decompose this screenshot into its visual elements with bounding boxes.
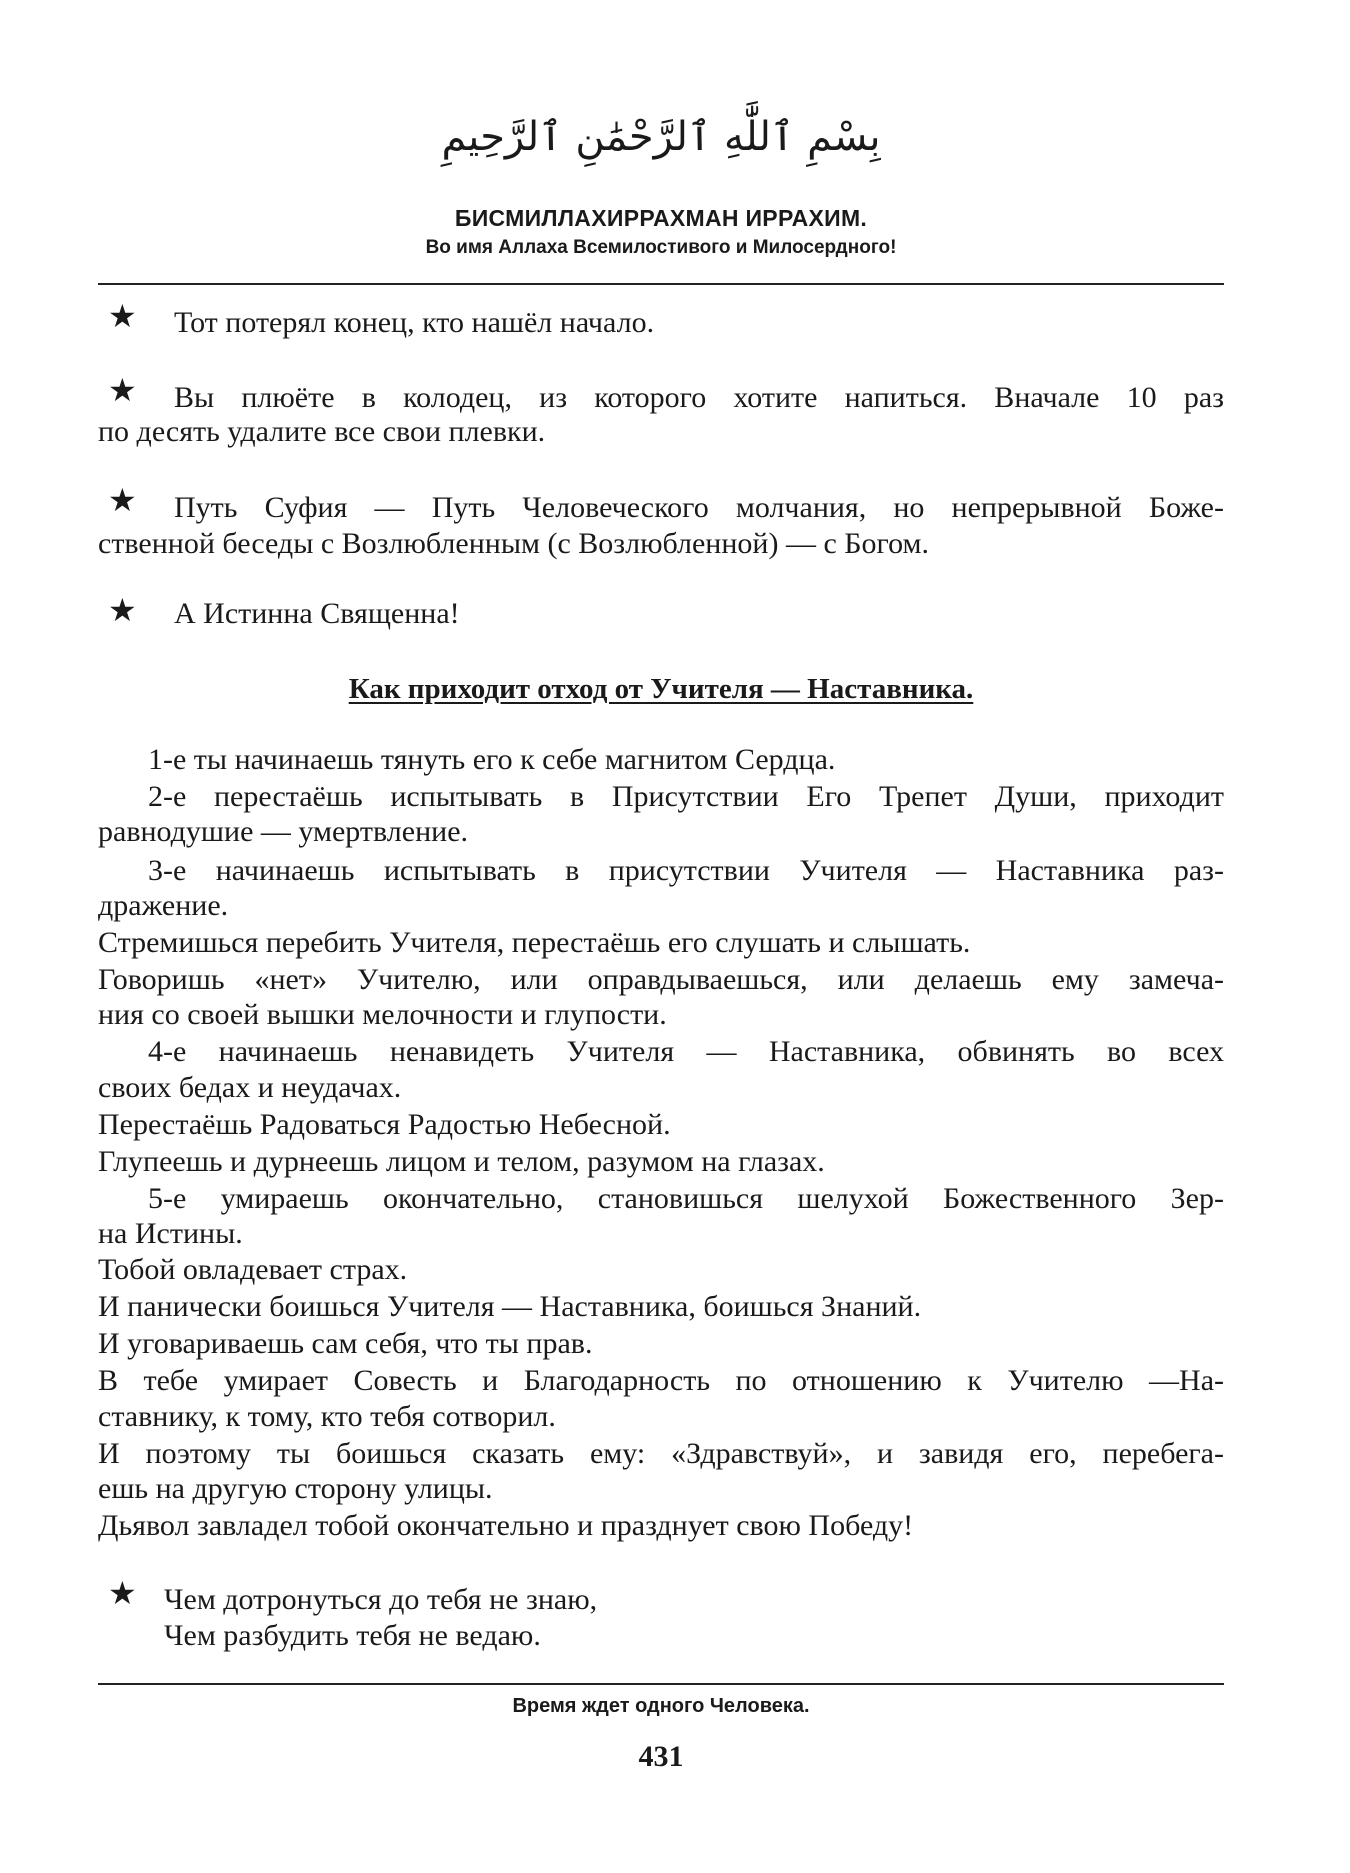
body-line: 4-е начинаешь ненавидеть Учителя — Наставника, обвинять во всех (148, 1035, 1224, 1068)
aphorism-line: ственной беседы с Возлюбленным (с Возлюбленной) — с Богом. (98, 527, 929, 560)
body-line: 2-е перестаёшь испытывать в Присутствии Его Трепет Души, приходит (148, 780, 1224, 813)
header-divider (98, 283, 1224, 285)
body-line: равнодушие — умертвление. (98, 815, 469, 848)
body-line: дражение. (98, 889, 229, 922)
page-number: 431 (638, 1740, 684, 1773)
body-line: Дьявол завладел тобой окончательно и празднует свою Победу! (98, 1509, 914, 1542)
black-star-icon: ★ (108, 297, 137, 335)
body-line: В тебе умирает Совесть и Благодарность по отношению к Учителю —На- (98, 1364, 1224, 1397)
calligraphy-text: بِسْمِ ٱللَّٰهِ ٱلرَّحْمَٰنِ ٱلرَّحِيمِ (441, 114, 881, 160)
verse-line: Чем разбудить тебя не ведаю. (164, 1619, 541, 1652)
body-line: Тобой овладевает страх. (98, 1253, 408, 1286)
section-heading (98, 671, 1224, 707)
body-line: И панически боишься Учителя — Наставника, боишься Знаний. (98, 1290, 922, 1323)
black-star-icon: ★ (108, 591, 137, 629)
black-star-icon: ★ (108, 1574, 137, 1612)
aphorism-line: по десять удалите все свои плевки. (98, 415, 546, 448)
calligraphy-image (441, 88, 881, 178)
aphorism-line: Вы плюёте в колодец, из которого хотите напиться. Вначале 10 раз (174, 381, 1224, 414)
body-line: ставнику, к тому, кто тебя сотворил. (98, 1400, 556, 1433)
body-line: Глупеешь и дурнеешь лицом и телом, разумом на глазах. (98, 1145, 825, 1178)
body-line: И уговариваешь сам себя, что ты прав. (98, 1327, 593, 1360)
basmala-calligraphy (98, 88, 1224, 178)
header-subtitle: Во имя Аллаха Всемилостивого и Милосердного! (425, 237, 897, 258)
book-page (98, 0, 1224, 1873)
body-line: 3-е начинаешь испытывать в присутствии Учителя — Наставника раз- (148, 854, 1224, 887)
body-line: 1-е ты начинаешь тянуть его к себе магнитом Сердца. (148, 743, 836, 776)
running-footer: Время ждет одного Человека. (512, 1695, 810, 1717)
body-line: Стремишься перебить Учителя, перестаёшь его слушать и слышать. (98, 926, 971, 959)
aphorism-line: Путь Суфия — Путь Человеческого молчания, но непрерывной Боже- (174, 491, 1224, 524)
verse-line: Чем дотронуться до тебя не знаю, (164, 1583, 598, 1616)
footer-divider (98, 1683, 1224, 1685)
aphorism-line: А Истинна Священна! (174, 597, 460, 630)
aphorism-line: Тот потерял конец, кто нашёл начало. (174, 306, 655, 339)
body-line: Перестаёшь Радоваться Радостью Небесной. (98, 1108, 671, 1141)
black-star-icon: ★ (108, 371, 137, 409)
body-line: ешь на другую сторону улицы. (98, 1472, 493, 1505)
body-line: Говоришь «нет» Учителю, или оправдываешься, или делаешь ему замеча- (98, 963, 1224, 996)
body-line: на Истины. (98, 1217, 243, 1250)
body-line: 5-е умираешь окончательно, становишься шелухой Божественного Зер- (148, 1182, 1224, 1215)
body-line: И поэтому ты боишься сказать ему: «Здравствуй», и завидя его, перебега- (98, 1437, 1224, 1470)
body-line: своих бедах и неудачах. (98, 1071, 402, 1104)
black-star-icon: ★ (108, 481, 137, 519)
section-heading-text: Как приходит отход от Учителя — Наставника. (348, 673, 974, 705)
header-title: БИСМИЛЛАХИРРАХМАН ИРРАХИМ. (454, 205, 868, 231)
body-line: ния со своей вышки мелочности и глупости. (98, 998, 667, 1031)
